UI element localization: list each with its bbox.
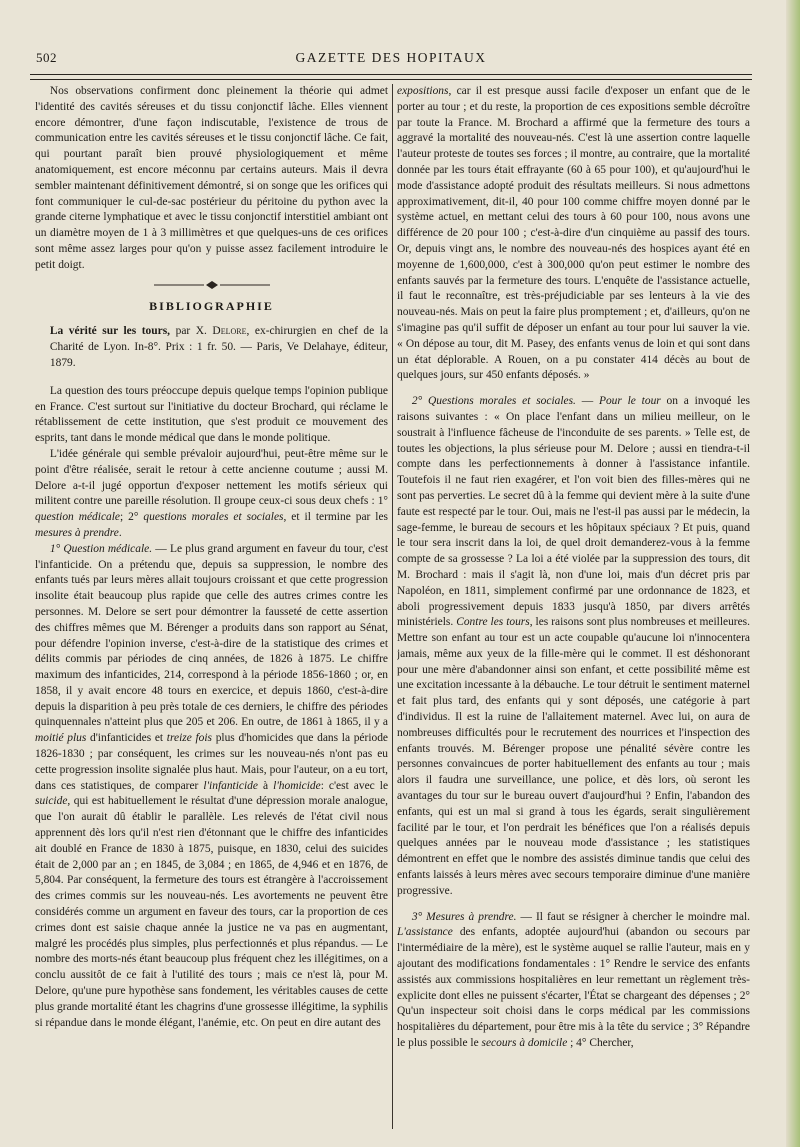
left-column bbox=[35, 84, 388, 1129]
text-run: ; 4° Chercher, bbox=[570, 1037, 634, 1050]
text-run: — Il faut se résigner à chercher le moindre mal. bbox=[520, 910, 750, 923]
header-rule bbox=[30, 74, 752, 80]
page-header bbox=[30, 50, 752, 72]
text-run: , car il est presque aussi facile d'exposer un enfant que de le porter au tour ; et du reste, la proportion de ces expositions semble décroître par toute la France. M. Brochard a affirmé que la fermeture des tours a aggravé la mortalité des nouveau-nés. C'est là une assertion contre laquelle l'auteur proteste de toutes ses forces ; il montre, au contraire, que la mortalité donnée par les tours était effrayante (60 à 65 pour 100), et qu'aujourd'hui le mode d'assistance adopté produit des résultats meilleurs. Si nous admettons approximativement, dit-il, 40 pour 100 comme chiffre moyen donné par le système actuel, en mettant celui des tours à 60 pour 100, nous avons une différence de 20 pour 100 ; c'est-à-dire d'un cinquième au passif des tours. Or, depuis vingt ans, le nombre des nouveau-nés des hospices ayant été en moyenne de 1,600,000, c'est à 300,000 qu'on peut estimer le nombre des enfants sauvés par la fermeture des tours. L'enquête de l'assistance actuelle, il faut le reconnaître, est très-préjudiciable par ses lenteurs à la vie des nouveau-nés. Mais on peut la faire plus promptement ; et, d'ailleurs, qu'on ne s'imagine pas qu'il suffit de déposer un enfant au tour pour lui sauver la vie. « On dépose au tour, dit M. Pasey, des enfants venus de loin et qui sont dans un état déplorable. A Rouen, on a pu constater 414 décès au bout de quelques jours, sur 450 enfants déposés. » bbox=[397, 85, 750, 382]
text-run: moitié plus bbox=[35, 732, 87, 745]
intro-paragraph: La question des tours préoccupe depuis quelque temps l'opinion publique en France. C'est surtout sur l'initiative du docteur Brochard, qui réclame le rétablissement de cette institution, que s'est produit ce mouvement des esprits, tant dans le monde médical que dans le monde politique. bbox=[35, 384, 388, 445]
subsection-title: 1° Question médicale. bbox=[49, 542, 153, 555]
running-title: GAZETTE DES HOPITAUX bbox=[295, 50, 487, 65]
text-run: ; 2° bbox=[120, 511, 139, 524]
text-run: , et il termine par les bbox=[283, 511, 388, 524]
bibliography-heading: BIBLIOGRAPHIE bbox=[149, 298, 274, 313]
text-run: plus d'homicides que dans la période 1826-1830 ; par conséquent, les crimes sur les nouveau-nés n'ont pas eu cette progression insolite signalée plus haut. Mais, pour l'auteur, on a eu tort, dans ces statistiques, de comparer bbox=[35, 732, 388, 792]
book-title: La vérité sur les tours, bbox=[49, 325, 171, 338]
paragraph-gap bbox=[397, 900, 750, 910]
text-run: . bbox=[118, 526, 122, 539]
text-run: — Le plus grand argument en faveur du tour, c'est l'infanticide. On a prétendu que, depuis sa suppression, le nombre des enfants tués par leurs mères allait toujours croissant et que cette progression insolite était beaucoup plus rapide que celle des autres crimes contre les personnes. M. Delore se sert pour démontrer la fausseté de cette assertion des chiffres mêmes que M. Bérenger a produits dans son rapport au Sénat, pour défendre l'opinion inverse, c'est-à-dire de la statistique des crimes et délits commis par périodes de cinq années, de 1826 à 1875. Le chiffre maximum des infanticides, 214, correspond à la période 1856-1860 ; or, en 1858, il y avait encore 48 tours en exercice, et depuis 1860, c'est-à-dire depuis la disparition à peu près totale de ces derniers, le chiffre des périodes quinquennales n'atteint plus que 205 et 206. En outre, de 1861 à 1865, il y a bbox=[35, 542, 388, 729]
text-run: à bbox=[263, 779, 269, 792]
observations-paragraph: Nos observations confirment donc pleinement la théorie qui admet l'identité des cavités séreuses et du tissu conjonctif lâche. Elles viennent encore démontrer, d'une façon indiscutable, l'existence de trous de communication entre les cavités séreuses et le tissu conjonctif lâche. Ce fait, qui pourtant paraît bien prouvé physiologiquement et même anatomiquement, est encore méconnu par certains auteurs. Mais il devra sembler maintenant définitivement démontré, si on songe que les orifices qui font communiquer le cul-de-sac postérieur du péritoine du python avec la grande citerne lymphatique et avec le tissu conjonctif interstitiel ambiant ont un diamètre moyen de 1 à 3 millimètres et que quelques-uns de ces orifices sont même assez larges pour qu'on y puisse assez facilement introduire le petit doigt. bbox=[35, 85, 388, 271]
text-run: Contre les tours bbox=[456, 616, 530, 629]
general-idea-paragraph bbox=[35, 447, 388, 542]
text-run: L'assistance bbox=[397, 926, 453, 939]
text-run: secours à domicile bbox=[481, 1037, 568, 1050]
column-divider bbox=[392, 84, 393, 1129]
text-run: , qui est habituellement le résultat d'une dépression morale analogue, que l'on aurait dû établir le parallèle. Les relevés de l'état civil nous apprennent dès lors qu'il n'est rien d'étonnant que le chiffre des infanticides ait doublé en France de 1830 à 1875, puisque, en 1830, celui des suicides était de 2,000 par an ; en 1845, de 3,084 ; en 1865, de 4,946 et en 1876, de 5,804. Par conséquent, la fermeture des tours est étrangère à l'accroissement des crimes commis sur les nouveau-nés. Les avortements ne peuvent être considérés comme un argument en faveur des tours, car la proportion de ces crimes dont est saisie chaque année la justice ne va pas en augmentant, malgré les procédés plus simples, plus perfectionnés et plus répandus. — Le nombre des morts-nés étant beaucoup plus fréquent chez les illégitimes, on a conclu aussitôt de ce fait à l'utilité des tours ; mais ce n'est là, pour M. Delore, qu'une pure hypothèse sans fondement, les véritables causes de cette plus grande mortalité étant les chagrins d'une grossesse illégitime, la syphilis si répandue dans le monde élégant, l'anémie, etc. On peut en dire autant des bbox=[35, 795, 388, 1029]
moral-questions-paragraph bbox=[397, 394, 750, 900]
text-run: l'homicide bbox=[273, 779, 321, 792]
text-run: suicide bbox=[35, 795, 68, 808]
text-run: L'idée générale qui semble prévaloir aujourd'hui, peut-être même sur le point d'être réalisée, serait le retour à cette ancienne coutume ; aussi M. Delore a-t-il jugé opportun d'exposer nettement les motifs sérieux qui militent contre une pareille résolution. Il groupe ceux-ci sous deux chefs : 1° bbox=[35, 447, 388, 508]
text-run: expositions bbox=[397, 85, 449, 97]
book-author: X. Delore, bbox=[195, 325, 250, 338]
text-run: des enfants, adoptée aujourd'hui (abandon ou secours par l'intermédiaire de la mère), est le système auquel se rallie l'auteur, mais en y ajoutant des modifications fondamentales : 1° Rendre le service des enfants assistés aux commissions hospitalières en leur remettant un règlement très-explicite dont elles ne puissent s'écarter, l'État se chargeant des dépenses ; 2° Qu'un inspecteur soit choisi dans le corps médical par les commissions hospitalières du département, pour être mis à la tête du service ; 3° Répandre le plus possible le bbox=[397, 926, 750, 1050]
page-number: 502 bbox=[36, 50, 57, 65]
subsection-title: 2° Questions morales et sociales. bbox=[411, 395, 576, 408]
text-run: questions morales et sociales bbox=[143, 511, 284, 524]
text-run: d'infanticides et bbox=[90, 732, 164, 745]
right-column bbox=[397, 84, 750, 1129]
text-run: on a invoqué les raisons suivantes : « On place l'enfant dans un milieu meilleur, on le soustrait à l'influence fâcheuse de l'inconduite de ses parents. » Telle est, de toutes les objections, la plus sérieuse pour M. Delore ; aussi en tiendra-t-il compte dans les perfectionnements à donner à l'assistance infantile. Toutefois il ne faut rien exagérer, et l'on voit bien des filles-mères qui ne sont pas perverties. Le secret dû à la femme qui devient mère à la suite d'une faute est respecté par le tour. Oui, mais ne l'est-il pas aussi par le médecin, la sage-femme, le bureau de secours et les hôpitaux spéciaux ? Et puis, quand le tour sera inscrit dans la loi, de quel droit demanderez-vous à la femme compte de sa grossesse ? La loi a été violée par la suppression des tours, dit M. Brochard : mais il s'agit là, non d'une loi, mais d'un décret pris par Napoléon, en 1811, simplement confirmé par une ordonnance de 1823, et aboli progressivement depuis 1833 jusqu'à 1850, par divers arrêtés ministériels. bbox=[397, 395, 750, 629]
measures-paragraph bbox=[397, 910, 750, 1052]
text-run: , les raisons sont plus nombreuses et meilleures. Mettre son enfant au tour est un acte coupable qu'aucune loi n'innocentera jamais, même aux yeux de la fille-mère qui le commet. Il est déshonorant pour une mère d'abandonner ainsi son enfant, et cette possibilité même est une excitation incessante à la débauche. Le tour détruit le sentiment maternel et fait plus tard, des enfants qui y sont déposés, une catégorie à part d'individus. Il est la ruine de l'allaitement maternel. Avec lui, on aura de nombreuses difficultés pour le recrutement des nourrices et l'inspection des enfants trouvés. M. Bérenger propose une pénalité sévère contre les personnes convaincues de porter habituellement des enfants au tour ; mais alors il faudra une surveillance, une police, et dès lors, où seront les avantages du tour sur le bureau ouvert d'aujourd'hui ? Enfin, l'abandon des enfants, qui est un mal si grand à tous les égards, serait singulièrement facilité par le tour, et l'on perdrait les bénéfices que l'on a réalisés depuis quelques années par le nouveau mode d'assistance ; les statistiques démontrent en effet que le nombre des assistés diminue tandis que celui des enfants laissés à leurs mères avec secours temporaire diminue d'une manière progressive. bbox=[397, 616, 750, 897]
medical-question-paragraph bbox=[35, 542, 388, 1032]
book-entry bbox=[35, 324, 388, 371]
text-run: mesures à prendre bbox=[35, 526, 119, 539]
subsection-title: 3° Mesures à prendre. bbox=[411, 910, 517, 923]
expositions-paragraph bbox=[397, 84, 750, 384]
book-pre-author: par bbox=[175, 325, 191, 338]
text-run: treize fois bbox=[166, 732, 212, 745]
text-run: : c'est avec le bbox=[320, 779, 388, 792]
ornament-divider bbox=[152, 279, 272, 291]
text-run: l'infanticide bbox=[203, 779, 258, 792]
text-run: question médicale bbox=[35, 511, 121, 524]
paragraph-gap bbox=[397, 384, 750, 394]
text-run: — bbox=[581, 395, 594, 408]
book-details: ex-chirurgien en chef de la Charité de Lyon. In-8°. Prix : 1 fr. 50. — Paris, Ve Delahaye, éditeur, 1879. bbox=[49, 325, 388, 369]
page-edge bbox=[786, 0, 800, 1147]
text-run: Pour le tour bbox=[598, 395, 661, 408]
